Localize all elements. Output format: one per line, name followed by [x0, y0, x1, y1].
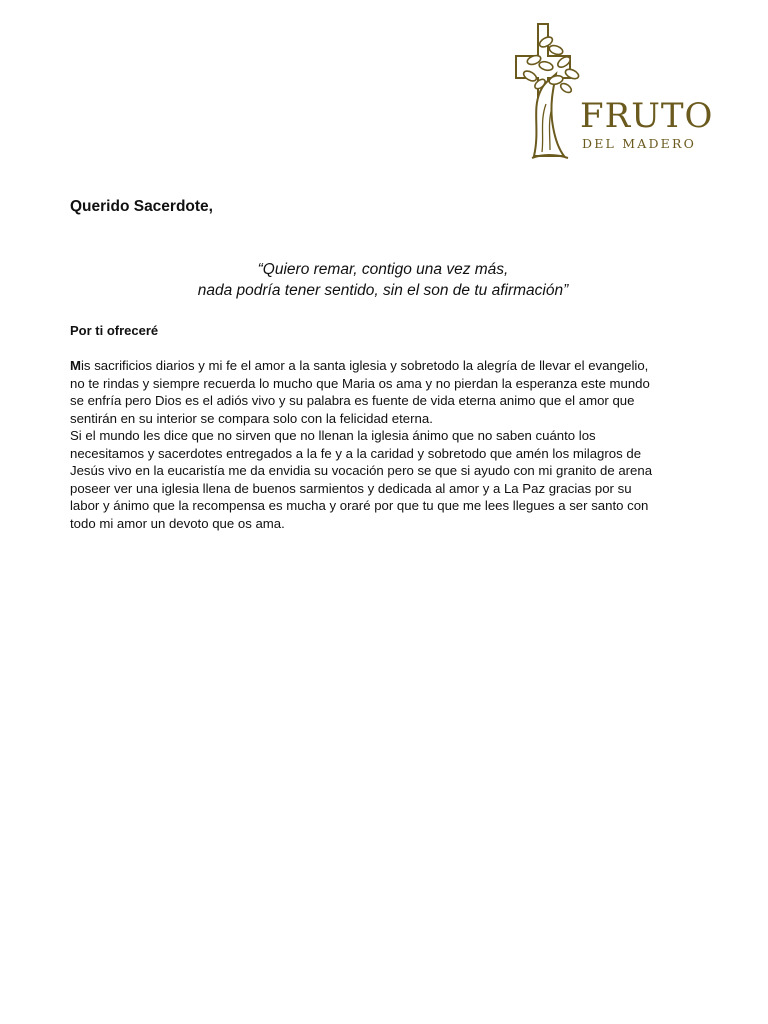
quote-line-1: “Quiero remar, contigo una vez más,: [257, 261, 509, 278]
body-line: labor y ánimo que la recompensa es mucha y oraré por que tu que me lees llegues a ser santo con: [70, 498, 649, 513]
body-line: sentirán en su interior se compara solo con la felicidad eterna.: [70, 410, 433, 426]
logo-subtitle: DEL MADERO: [582, 136, 697, 151]
logo-title: FRUTO: [580, 96, 714, 136]
body-line-text: is sacrificios diarios y mi fe el amor a la santa iglesia y sobretodo la alegría de llevar el evangelio,: [81, 358, 649, 373]
body-line: se enfría pero Dios es el adiós vivo y su palabra es fuente de vida eterna animo que el amor que: [70, 393, 635, 408]
first-letter: M: [70, 358, 81, 373]
offer-heading: Por ti ofreceré: [70, 323, 159, 338]
body-line: Si el mundo les dice que no sirven que no llenan la iglesia ánimo que no saben cuánto los: [70, 428, 596, 443]
body-line: poseer ver una iglesia llena de buenos sarmientos y dedicada al amor y a La Paz gracias por su: [70, 480, 632, 496]
body-line: todo mi amor un devoto que os ama.: [70, 515, 285, 531]
body-line: Jesús vivo en la eucaristía me da envidia su vocación pero se que si ayudo con mi granito de arena: [70, 463, 653, 478]
body-line: [70, 357, 648, 375]
body-line: necesitamos y sacerdotes entregados a la fe y a la caridad y sobretodo que amén los milagros de: [70, 445, 642, 461]
quote-line-2: nada podría tener sentido, sin el son de tu afirmación”: [197, 282, 569, 299]
body-line: no te rindas y siempre recuerda lo mucho que Maria os ama y no pierdan la esperanza este mundo: [70, 375, 650, 391]
letter-greeting: Querido Sacerdote,: [70, 198, 213, 215]
fruto-del-madero-logo: [510, 20, 714, 162]
cross-tree-icon: [510, 20, 590, 162]
